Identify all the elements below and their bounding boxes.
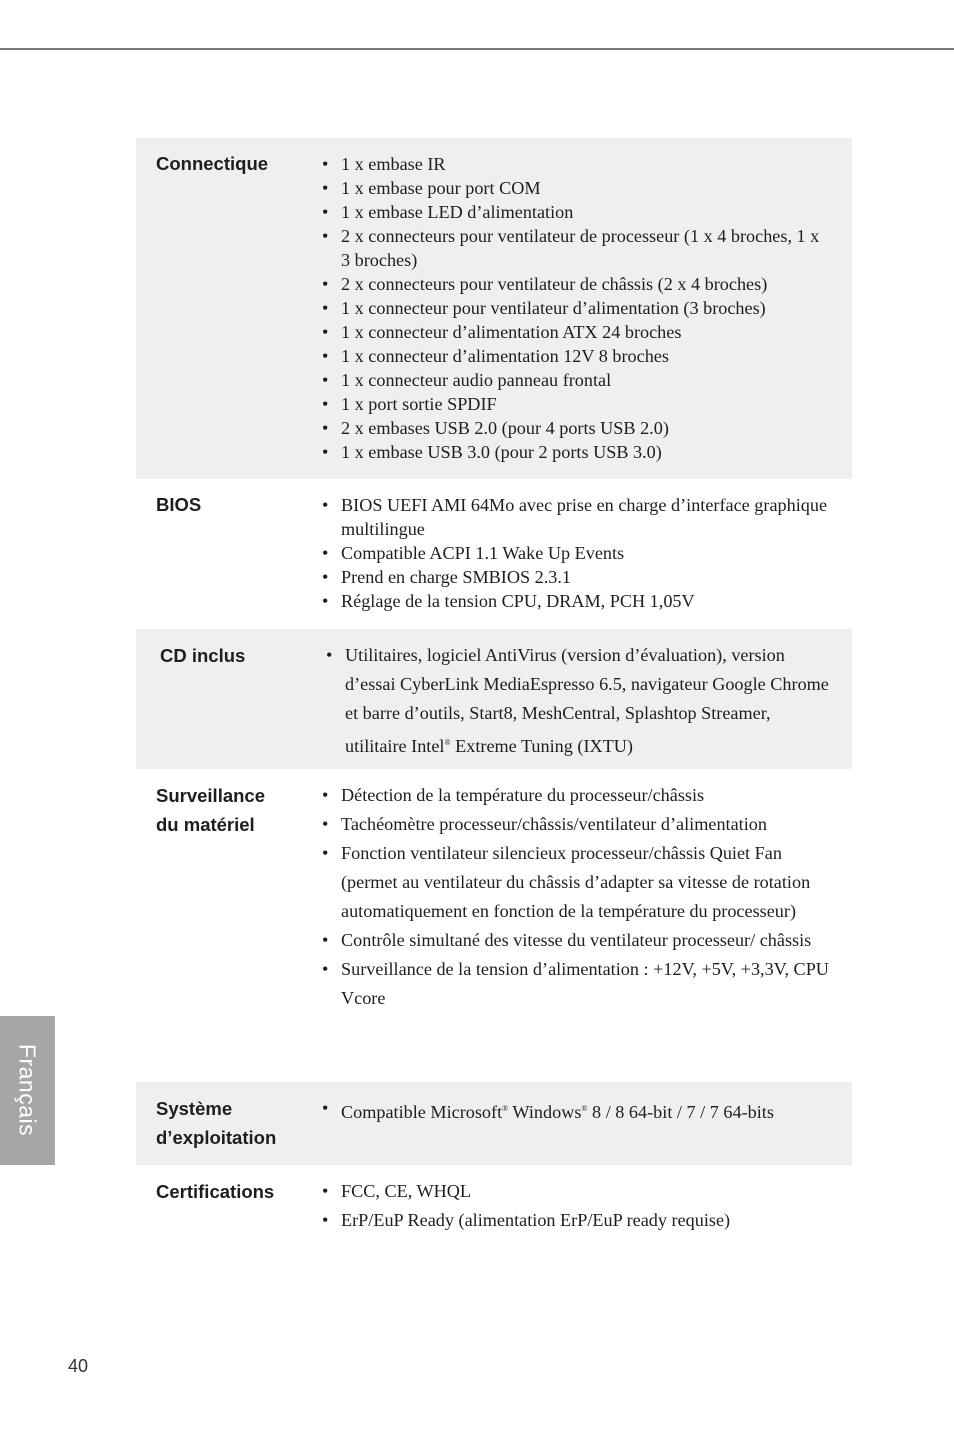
list-cd	[326, 641, 832, 755]
list-item: • Compatible ACPI 1.1 Wake Up Events	[322, 541, 832, 565]
list-item: • FCC, CE, WHQL	[322, 1177, 832, 1206]
list-item: • BIOS UEFI AMI 64Mo avec prise en charge d’interface graphique multilingue	[322, 493, 832, 541]
list-item: • 1 x embase IR	[322, 152, 832, 176]
registered-mark: ®	[444, 738, 451, 747]
row-cd	[136, 629, 852, 769]
list-item: • 1 x embase pour port COM	[322, 176, 832, 200]
list-item: • 1 x port sortie SPDIF	[322, 392, 832, 416]
language-side-tab-label: Français	[14, 1043, 41, 1137]
spec-table	[136, 138, 852, 1255]
os-text-part-2: Windows	[508, 1102, 582, 1122]
cd-text-part-1: Utilitaires, logiciel AntiVirus (version d’évaluation), version d’essai CyberLink MediaEspresso 6.5, navigateur Google Chrome et barre d’outils, Start8, MeshCentral, Splashtop Streamer, utilitaire Intel	[345, 645, 829, 756]
list-connectique	[322, 152, 832, 465]
list-item: • 1 x connecteur d’alimentation ATX 24 broches	[322, 320, 832, 344]
list-monitoring	[322, 781, 832, 1068]
list-bios	[322, 493, 832, 615]
list-item: • 2 x embases USB 2.0 (pour 4 ports USB 2.0)	[322, 416, 832, 440]
label-bios: BIOS	[156, 494, 202, 515]
list-item: • ErP/EuP Ready (alimentation ErP/EuP ready requise)	[322, 1206, 832, 1235]
list-item: • 1 x embase USB 3.0 (pour 2 ports USB 3.0)	[322, 440, 832, 464]
label-monitoring: Surveillance du matériel	[156, 785, 266, 835]
list-item: • Contrôle simultané des vitesse du ventilateur processeur/ châssis	[322, 926, 832, 955]
list-item: • Prend en charge SMBIOS 2.3.1	[322, 565, 832, 589]
list-item: • Fonction ventilateur silencieux processeur/châssis Quiet Fan (permet au ventilateur du châssis d’adapter sa vitesse de rotation automatiquement en fonction de la température du processeur)	[322, 839, 832, 926]
list-item: • 1 x connecteur audio panneau frontal	[322, 368, 832, 392]
list-item	[322, 1094, 832, 1127]
os-text-part-3: 8 / 8 64-bit / 7 / 7 64-bits	[587, 1102, 774, 1122]
language-side-tab	[0, 1016, 55, 1165]
list-item: • 1 x embase LED d’alimentation	[322, 200, 832, 224]
registered-mark: ®	[502, 1104, 509, 1113]
list-item: • Réglage de la tension CPU, DRAM, PCH 1,05V	[322, 589, 832, 613]
list-item	[326, 641, 832, 761]
list-certifications	[322, 1177, 832, 1241]
row-monitoring	[136, 769, 852, 1082]
os-text-part-1: Compatible Microsoft	[341, 1102, 503, 1122]
label-cd: CD inclus	[160, 645, 246, 666]
row-certifications	[136, 1165, 852, 1255]
row-connectique	[136, 138, 852, 479]
list-item: • Surveillance de la tension d’alimentation : +12V, +5V, +3,3V, CPU Vcore	[322, 955, 832, 1013]
page-number: 40	[68, 1356, 89, 1376]
label-os: Système d’exploitation	[156, 1098, 277, 1148]
list-item: • 2 x connecteurs pour ventilateur de châssis (2 x 4 broches)	[322, 272, 832, 296]
cd-text-part-2: Extreme Tuning (IXTU)	[450, 736, 633, 756]
list-item: • 2 x connecteurs pour ventilateur de processeur (1 x 4 broches, 1 x 3 broches)	[322, 224, 832, 272]
row-os	[136, 1082, 852, 1165]
registered-mark: ®	[581, 1104, 588, 1113]
list-item: • 1 x connecteur d’alimentation 12V 8 broches	[322, 344, 832, 368]
label-certifications: Certifications	[156, 1181, 275, 1202]
list-os	[322, 1094, 832, 1151]
list-item: • Détection de la température du processeur/châssis	[322, 781, 832, 810]
list-item: • 1 x connecteur pour ventilateur d’alimentation (3 broches)	[322, 296, 832, 320]
row-bios	[136, 479, 852, 629]
top-rule	[0, 48, 954, 50]
label-connectique: Connectique	[156, 153, 269, 174]
list-item: • Tachéomètre processeur/châssis/ventilateur d’alimentation	[322, 810, 832, 839]
